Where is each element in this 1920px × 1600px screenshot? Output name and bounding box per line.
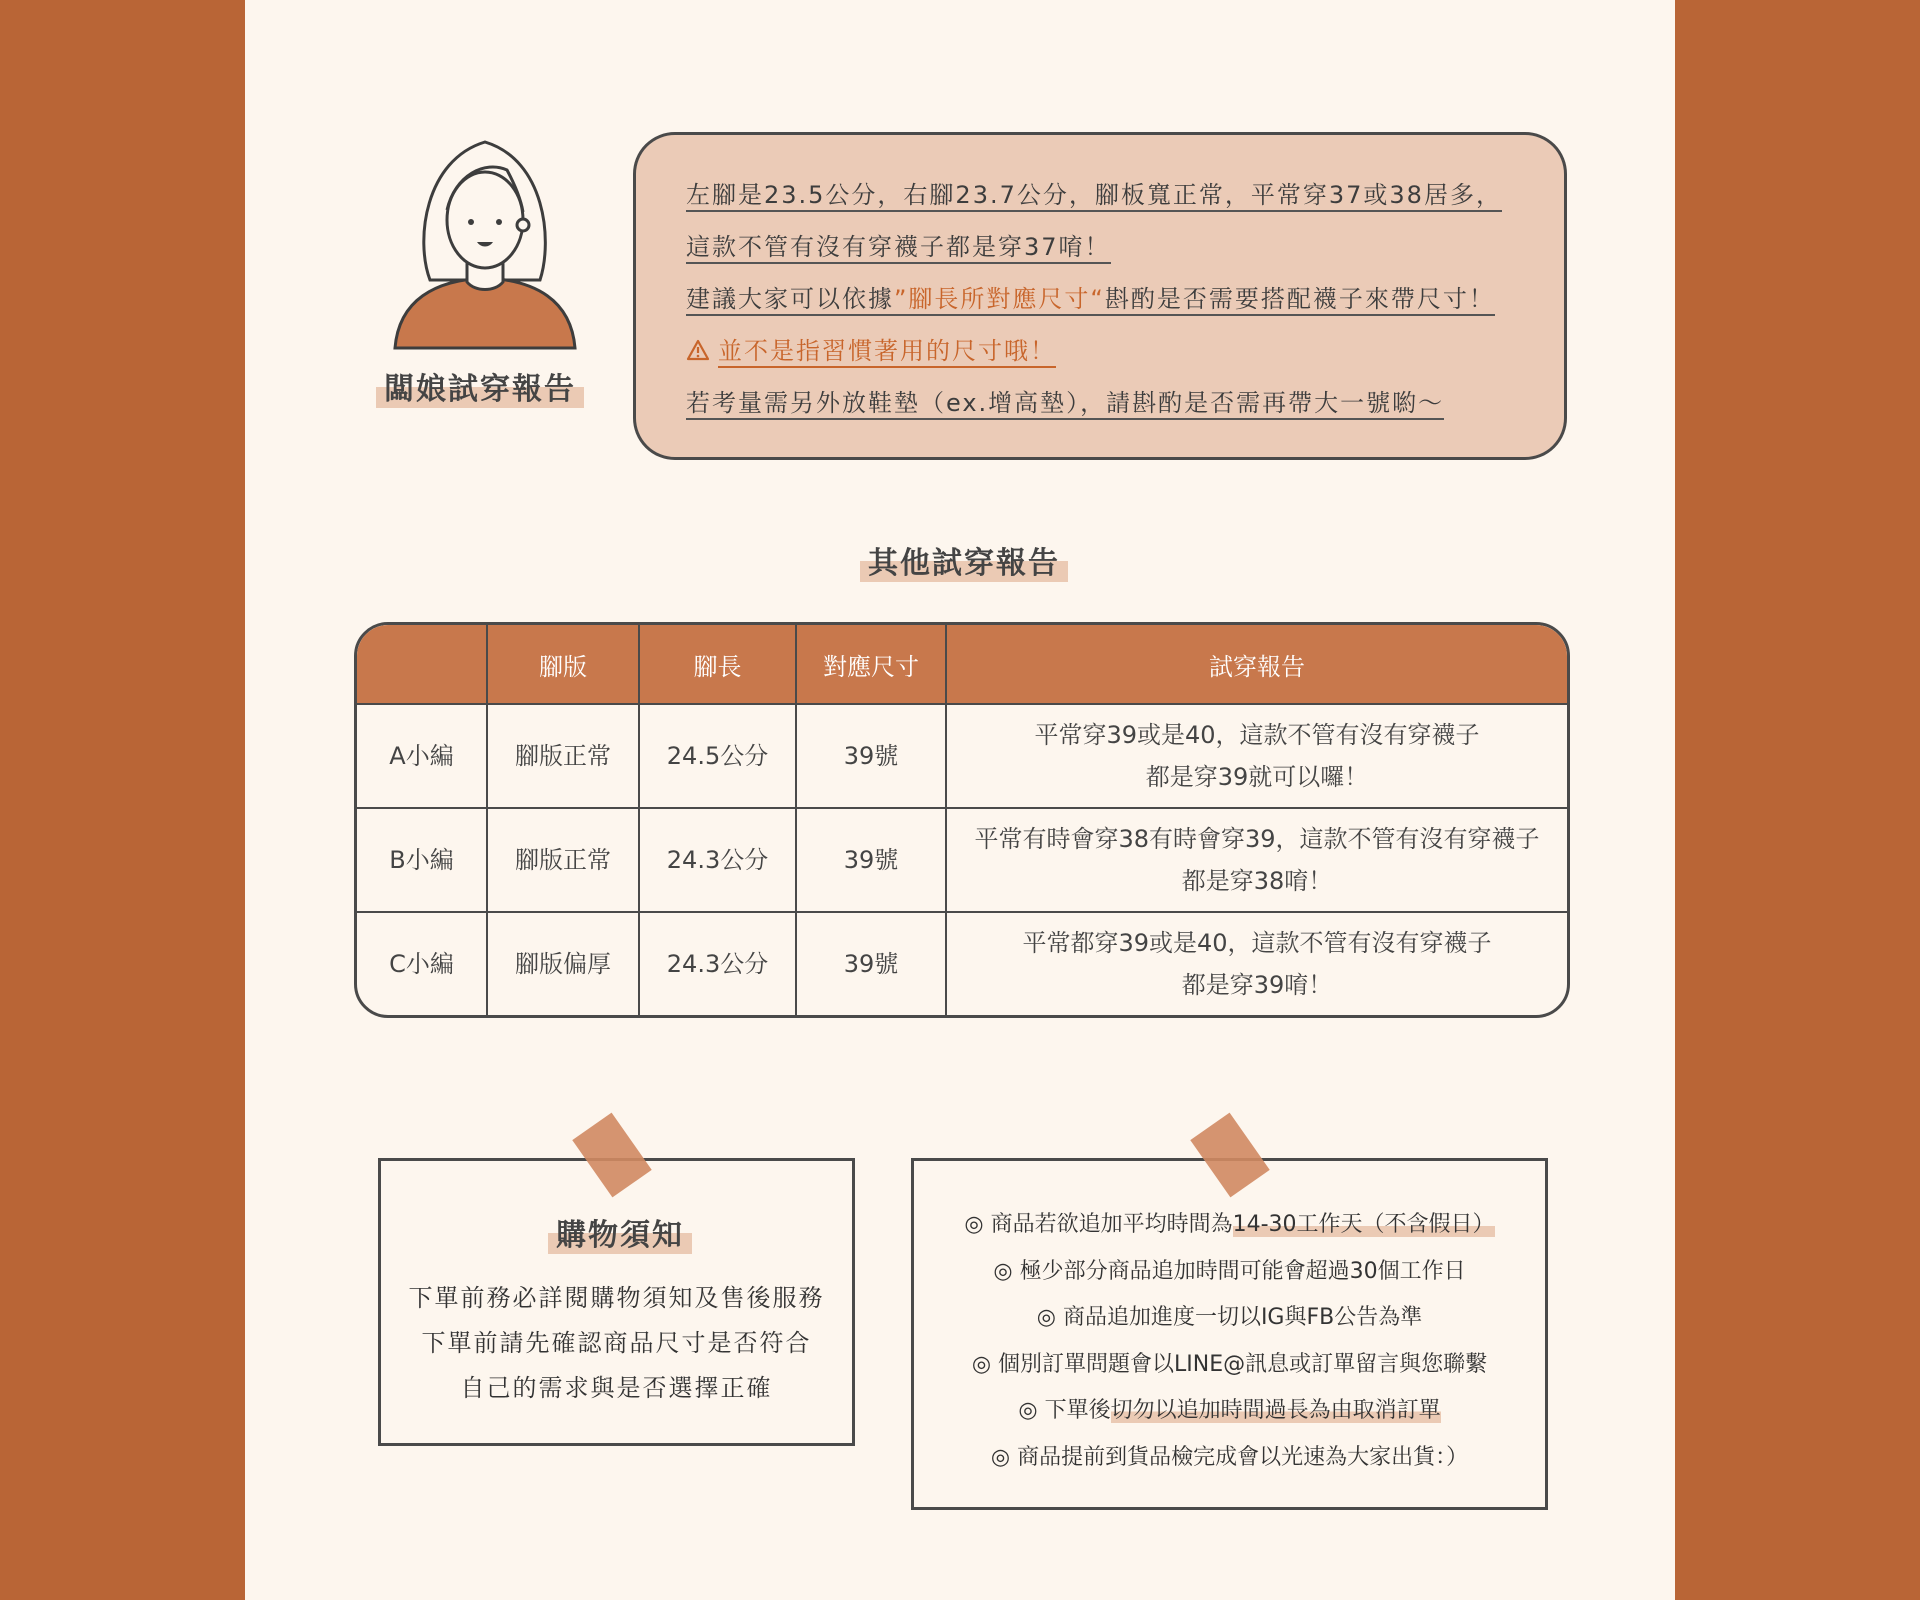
fit-report-table-grid xyxy=(357,625,1567,1015)
row-size: 39號 xyxy=(796,808,946,912)
owner-line-1 xyxy=(686,169,1514,221)
owner-line-2 xyxy=(686,221,1514,273)
shopping-notice-title: 購物須知 xyxy=(548,1210,692,1254)
notice-line-2: ◎ 極少部分商品追加時間可能會超過30個工作日 xyxy=(993,1258,1466,1284)
notice-line-6: ◎ 商品提前到貨品檢完成會以光速為大家出貨：） xyxy=(990,1444,1469,1470)
row-report-line-2: 都是穿38唷！ xyxy=(1181,867,1333,896)
notice-line-5 xyxy=(911,1388,1548,1435)
notice-line-5a: ◎ 下單後 xyxy=(1018,1398,1111,1423)
row-report-line-1: 平常都穿39或是40，這款不管有沒有穿襪子 xyxy=(1022,929,1492,958)
table-row xyxy=(357,912,1567,1015)
row-foot: 腳版正常 xyxy=(487,704,639,808)
notice-line-3: ◎ 商品追加進度一切以IG與FB公告為準 xyxy=(1036,1305,1423,1330)
owner-line-4-text: 並不是指習慣著用的尺寸哦！ xyxy=(718,337,1056,368)
row-length: 24.5公分 xyxy=(639,704,796,808)
notice-line-1a: ◎ 商品若欲追加平均時間為 xyxy=(964,1212,1233,1237)
restock-notice-text xyxy=(911,1202,1548,1481)
table-header-row xyxy=(357,625,1567,704)
row-report xyxy=(946,912,1567,1015)
row-name: B小編 xyxy=(357,808,487,912)
shopping-line: 下單前務必詳閱購物須知及售後服務 xyxy=(408,1284,825,1312)
row-report xyxy=(946,704,1567,808)
row-report-line-1: 平常穿39或是40，這款不管有沒有穿襪子 xyxy=(1034,721,1480,750)
row-foot: 腳版偏厚 xyxy=(487,912,639,1015)
header-cell: 腳版 xyxy=(487,625,639,704)
row-name: A小編 xyxy=(357,704,487,808)
notice-line-4: ◎ 個別訂單問題會以LINE@訊息或訂單留言與您聯繫 xyxy=(971,1351,1488,1377)
owner-avatar xyxy=(385,130,585,350)
other-reports-title: 其他試穿報告 xyxy=(860,538,1068,582)
header-cell xyxy=(357,625,487,704)
notice-line-1b: 14-30工作天（不含假日） xyxy=(1232,1212,1495,1237)
owner-line-3c: 斟酌是否需要搭配襪子來帶尺寸！ xyxy=(1104,285,1495,313)
table-row xyxy=(357,704,1567,808)
header-cell: 試穿報告 xyxy=(946,625,1567,704)
row-foot: 腳版正常 xyxy=(487,808,639,912)
owner-line-5 xyxy=(686,377,1514,429)
notice-line-5b: 切勿以追加時間過長為由取消訂單 xyxy=(1110,1398,1441,1423)
owner-line-5-text: 若考量需另外放鞋墊（ex.增高墊），請斟酌是否需再帶大一號喲～ xyxy=(686,389,1444,420)
header-cell: 腳長 xyxy=(639,625,796,704)
owner-line-3b: ”腳長所對應尺寸“ xyxy=(894,285,1105,313)
shopping-line: 下單前請先確認商品尺寸是否符合 xyxy=(421,1329,812,1357)
row-report xyxy=(946,808,1567,912)
row-report-line-2: 都是穿39唷！ xyxy=(1181,971,1333,1000)
fit-report-table xyxy=(354,622,1570,1018)
row-report-line-2: 都是穿39就可以囉！ xyxy=(1145,763,1369,792)
owner-report-bubble xyxy=(633,132,1567,460)
owner-line-2-text: 這款不管有沒有穿襪子都是穿37唷！ xyxy=(686,233,1111,264)
shopping-notice-text xyxy=(378,1276,855,1411)
owner-line-1-text: 左腳是23.5公分，右腳23.7公分，腳板寬正常，平常穿37或38居多， xyxy=(686,181,1502,212)
owner-line-3 xyxy=(686,273,1514,325)
row-size: 39號 xyxy=(796,704,946,808)
header-cell: 對應尺寸 xyxy=(796,625,946,704)
row-size: 39號 xyxy=(796,912,946,1015)
owner-line-3a: 建議大家可以依據 xyxy=(686,285,894,313)
row-length: 24.3公分 xyxy=(639,808,796,912)
row-length: 24.3公分 xyxy=(639,912,796,1015)
row-report-line-1: 平常有時會穿38有時會穿39，這款不管有沒有穿襪子 xyxy=(974,825,1540,854)
owner-report-label: 闆娘試穿報告 xyxy=(376,364,584,408)
table-row xyxy=(357,808,1567,912)
notice-line-1 xyxy=(911,1202,1548,1249)
shopping-line: 自己的需求與是否選擇正確 xyxy=(460,1374,773,1402)
warning-triangle-icon xyxy=(686,339,710,361)
row-name: C小編 xyxy=(357,912,487,1015)
owner-line-4 xyxy=(686,325,1514,377)
